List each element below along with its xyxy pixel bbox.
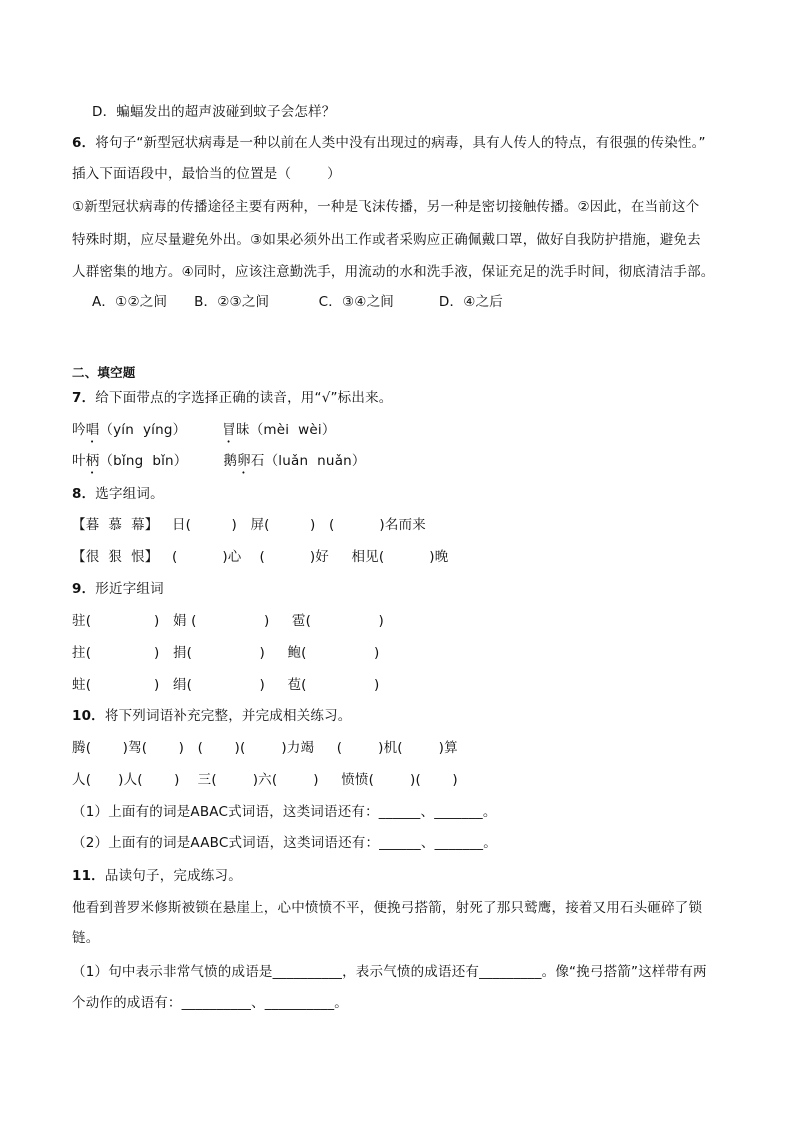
- question-11-number: 11．: [72, 868, 105, 884]
- word-part: 吟: [72, 422, 86, 438]
- word-part: 石: [250, 453, 265, 469]
- question-6-paragraph-2: 特殊时期，应尽量避免外出。③如果必须外出工作或者采购应正确佩戴口罩，做好自我防护措施，避免去: [72, 232, 701, 248]
- question-9-stem: [72, 580, 164, 598]
- question-5-option-d: D．蝙蝠发出的超声波碰到蚊子会怎样？: [92, 104, 336, 120]
- question-6-stem-text: 将句子“新型冠状病毒是一种以前在人类中没有出现过的病毒，具有人传人的特点，有很强的传染性。”: [95, 135, 706, 151]
- question-9-number: 9．: [72, 581, 96, 597]
- question-8-row-1: 【暮 慕 幕】 日( ) 屏( ) ( )名而来: [72, 517, 426, 533]
- question-6-paragraph-3: 人群密集的地方。④同时，应该注意勤洗手，用流动的水和洗手液，保证充足的洗手时间，彻底清洁手部。: [72, 264, 715, 280]
- question-11-stem: [72, 867, 242, 885]
- question-9-row-3: 蛀( ) 绢( ) 苞( ): [72, 677, 380, 693]
- question-11-sub-1-cont: 个动作的成语有：__________、__________。: [72, 995, 348, 1011]
- pinyin-options: （mèi wèi）: [249, 422, 336, 438]
- question-6-paragraph-1: ①新型冠状病毒的传播途径主要有两种，一种是飞沫传播，另一种是密切接触传播。②因此，在当前这个: [72, 199, 700, 215]
- question-7-stem-text: 给下面带点的字选择正确的读音，用“√”标出来。: [95, 390, 393, 406]
- question-8-number: 8．: [72, 486, 96, 502]
- question-11-text-2: 链。: [72, 930, 100, 946]
- question-11-stem-text: 品读句子，完成练习。: [104, 868, 242, 884]
- question-8-row-2: 【很 狠 恨】 ( )心 ( )好 相见( )晚: [72, 549, 449, 565]
- question-7-stem: [72, 389, 393, 407]
- question-6-stem-2: 插入下面语段中，最恰当的位置是（ ）: [72, 166, 341, 182]
- dotted-char: 唱: [85, 422, 100, 438]
- dotted-char: 柄: [85, 453, 100, 469]
- pinyin-options: （luǎn nuǎn）: [264, 453, 366, 469]
- question-10-number: 10．: [72, 708, 105, 724]
- word-part: 昧: [235, 422, 250, 438]
- question-9-row-2: 拄( ) 捐( ) 鲍( ): [72, 645, 380, 661]
- word-part: 鹅: [223, 453, 238, 469]
- question-10-row-2: 人( )人( ) 三( )六( ) 愤愤( )( ): [72, 772, 458, 788]
- question-7-row-1: [72, 421, 336, 446]
- question-7-number: 7．: [72, 390, 96, 406]
- question-6-stem: [72, 134, 706, 152]
- question-10-sub-2: （2）上面有的词是AABC式词语，这类词语还有：______、_______。: [72, 835, 497, 851]
- question-10-row-1: 腾( )驾( ) ( )( )力竭 ( )机( )算: [72, 740, 458, 756]
- question-8-stem-text: 选字组词。: [95, 486, 164, 502]
- question-6-options: A．①②之间 B．②③之间 C．③④之间 D．④之后: [92, 294, 503, 310]
- question-10-stem: [72, 707, 352, 725]
- pinyin-options: （yín yíng）: [99, 422, 223, 438]
- question-9-stem-text: 形近字组词: [95, 581, 164, 597]
- question-8-stem: [72, 485, 164, 503]
- section-2-heading: 二、填空题: [72, 365, 136, 380]
- word-part: 叶: [72, 453, 86, 469]
- question-11-text-1: 他看到普罗米修斯被锁在悬崖上，心中愤愤不平，便挽弓搭箭，射死了那只鹫鹰，接着又用石头砸碎了锁: [72, 900, 703, 916]
- question-9-row-1: 驻( ) 娟 ( ) 雹( ): [72, 613, 384, 629]
- question-11-sub-1: （1）句中表示非常气愤的成语是__________，表示气愤的成语还有_________。像“挽弓搭箭”这样带有两: [72, 964, 707, 980]
- question-7-row-2: [72, 452, 366, 477]
- dotted-char: 卵: [237, 453, 251, 469]
- question-6-number: 6．: [72, 135, 96, 151]
- pinyin-options: （bǐng bǐn）: [99, 453, 224, 469]
- question-10-stem-text: 将下列词语补充完整，并完成相关练习。: [104, 708, 352, 724]
- dotted-char: 冒: [222, 422, 236, 438]
- question-10-sub-1: （1）上面有的词是ABAC式词语，这类词语还有：______、_______。: [72, 804, 497, 820]
